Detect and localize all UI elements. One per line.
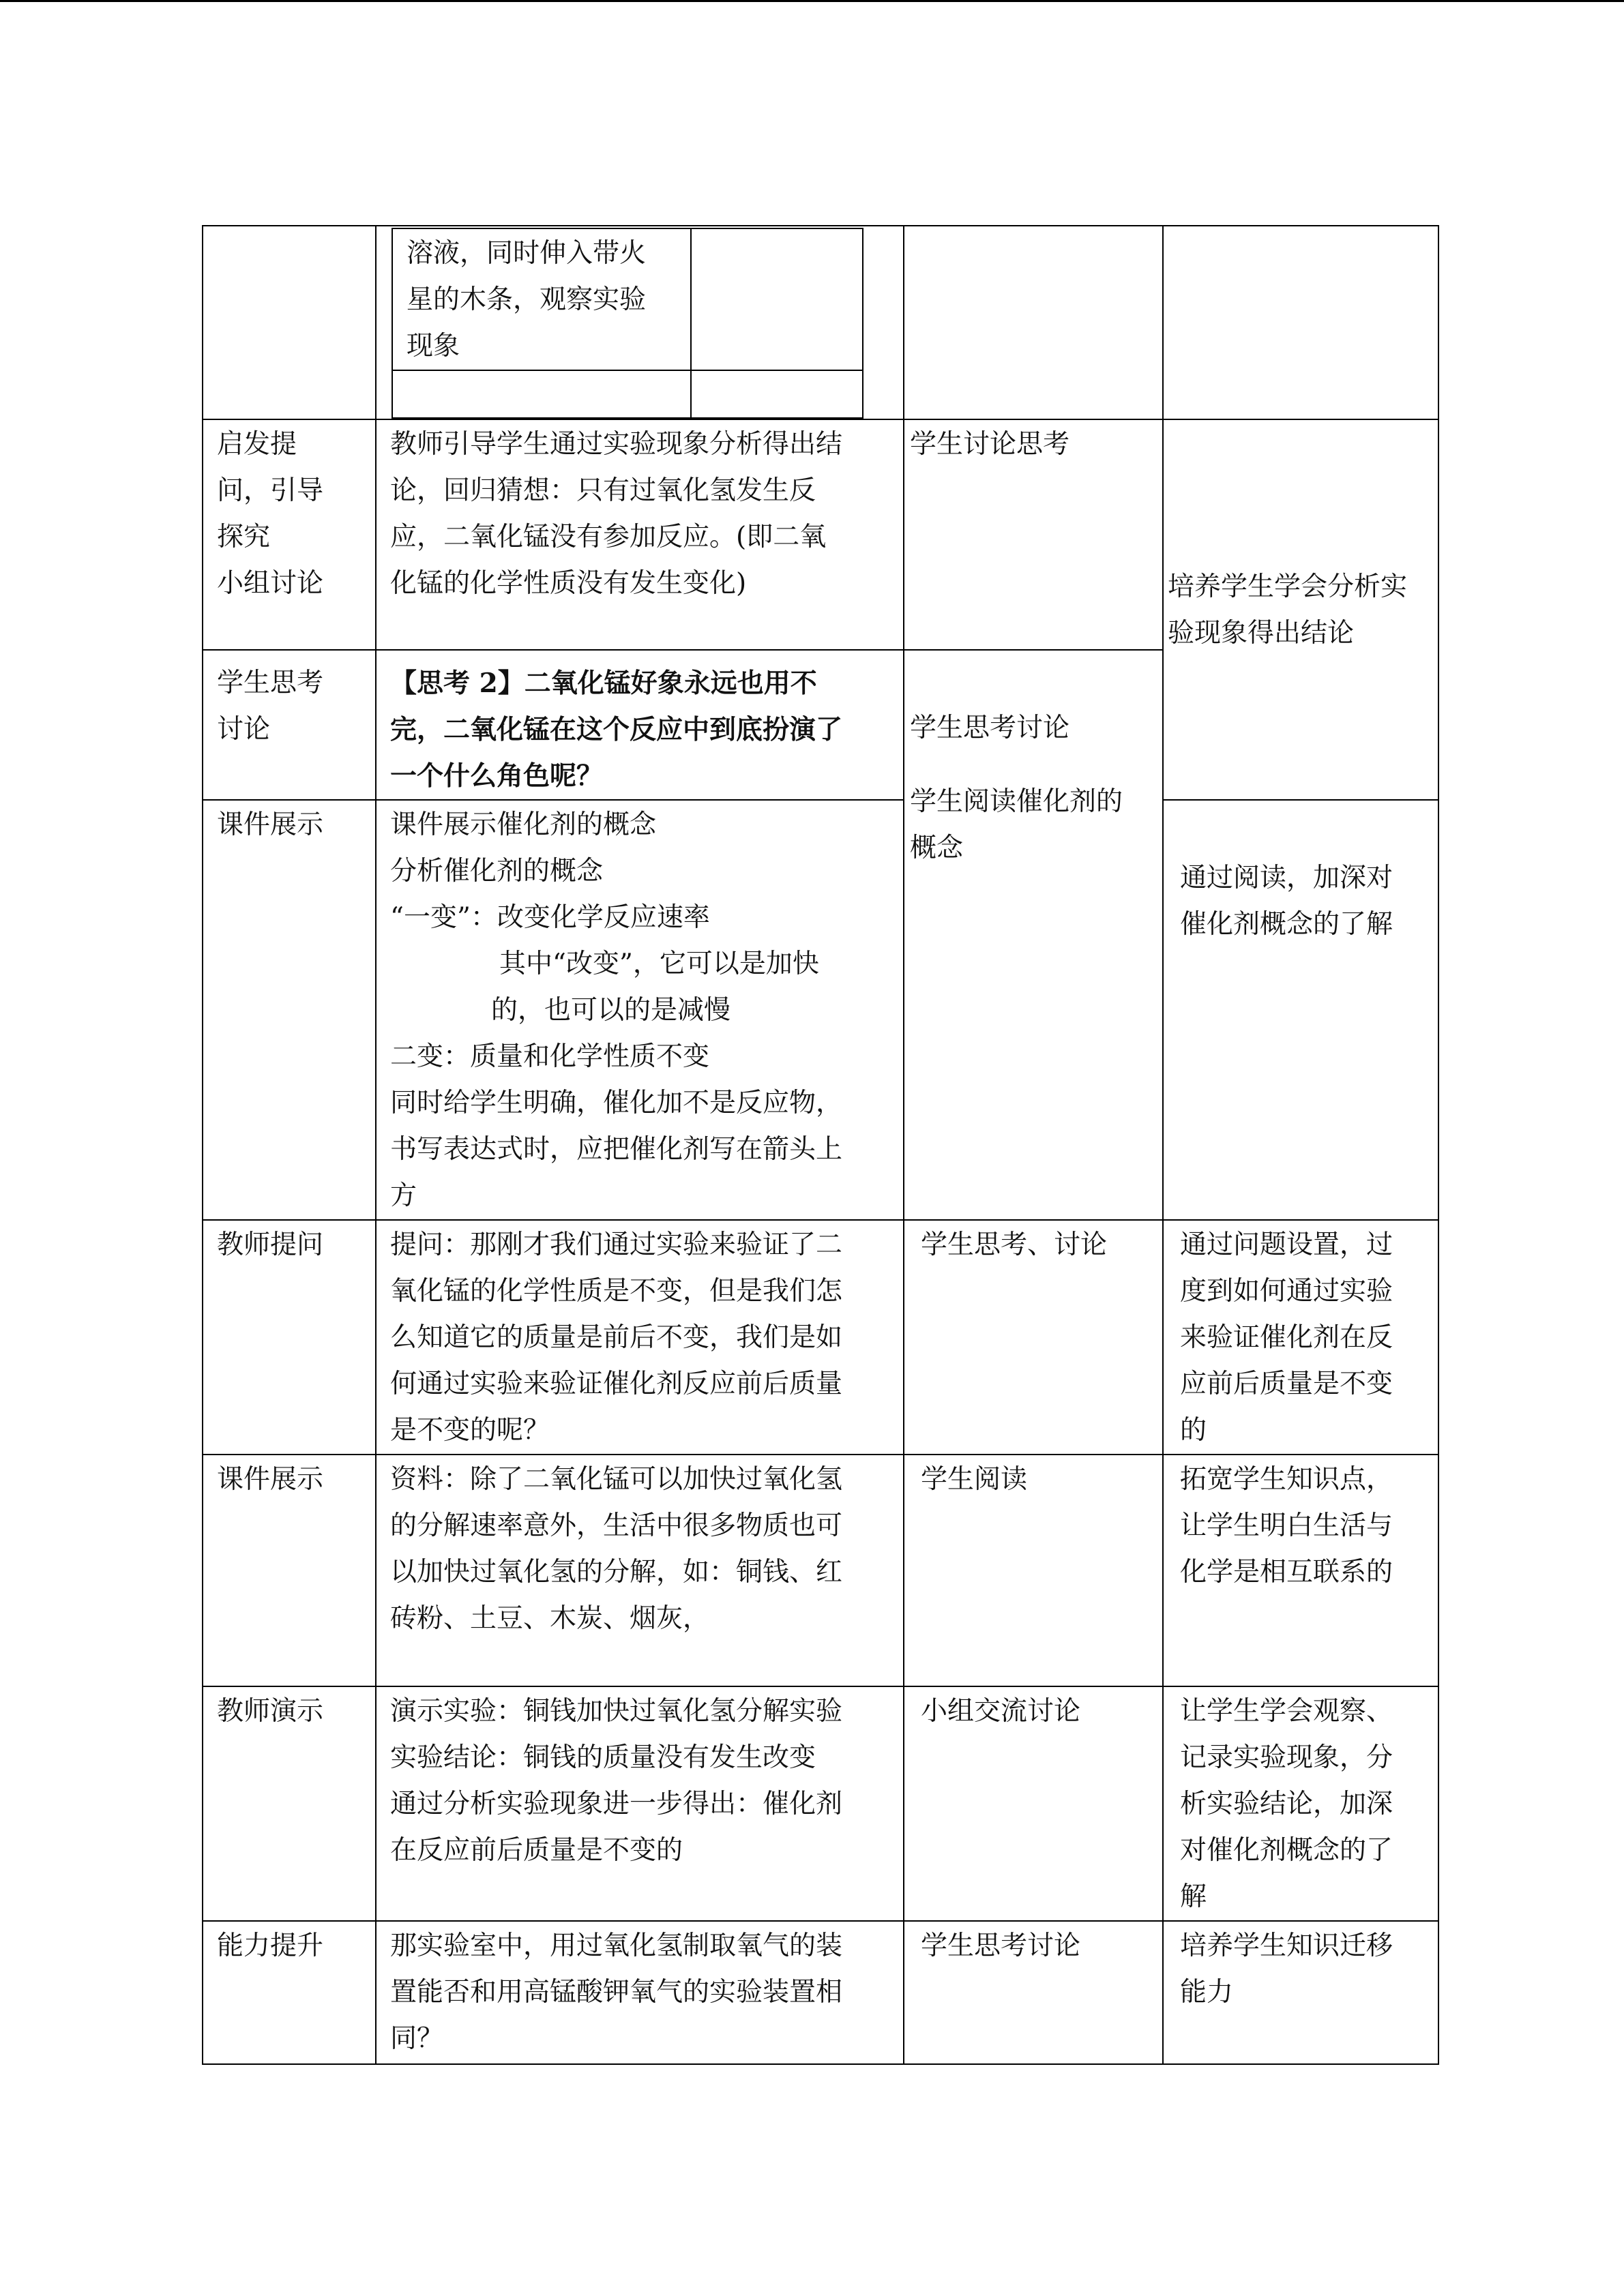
student-activity-line: 学生阅读催化剂的 <box>910 786 1123 817</box>
design-intent-line: 催化剂概念的了解 <box>1180 909 1393 940</box>
teacher-activity-line: 方 <box>390 1180 417 1211</box>
teacher-activity-line: 砖粉、土豆、木炭、烟灰， <box>390 1603 710 1634</box>
stage-label: 启发提 <box>217 429 297 460</box>
experiment-blank-cell <box>691 370 863 418</box>
design-intent-line: 让学生学会观察、 <box>1180 1696 1393 1727</box>
stage-label: 问，引导 <box>217 475 324 506</box>
student-activity-line: 学生阅读 <box>921 1464 1028 1495</box>
row6-col3 <box>904 1686 1163 1921</box>
design-intent-line: 拓宽学生知识点， <box>1180 1464 1393 1495</box>
experiment-step-line: 现象 <box>407 331 460 361</box>
teacher-activity-line: 化锰的化学性质没有发生变化) <box>390 568 747 599</box>
experiment-step-line: 溶液，同时伸入带火 <box>407 238 647 269</box>
table-row <box>203 226 1438 419</box>
row6-col2 <box>376 1686 904 1921</box>
teacher-activity-line: 的，也可以的是减慢 <box>491 995 731 1026</box>
row7-col4 <box>1163 1921 1438 2064</box>
row4-col4 <box>1163 1220 1438 1455</box>
think-question-line: 【思考 2】二氧化锰好象永远也用不 <box>390 668 817 699</box>
design-intent-line: 记录实验现象，分 <box>1180 1742 1393 1773</box>
row7-col2 <box>376 1921 904 2064</box>
teacher-activity-line: 论，回归猜想：只有过氧化氢发生反 <box>390 475 816 506</box>
stage-label: 教师演示 <box>217 1696 324 1727</box>
table-row <box>203 800 1438 1220</box>
row4-col3 <box>904 1220 1163 1455</box>
student-activity-line: 学生思考讨论 <box>910 713 1070 743</box>
student-activity-line: 概念 <box>910 833 964 863</box>
teacher-activity-line: 提问：那刚才我们通过实验来验证了二 <box>390 1229 843 1260</box>
page-top-border <box>0 0 1624 2</box>
stage-label: 课件展示 <box>217 809 324 840</box>
lesson-plan-table <box>202 225 1439 2065</box>
design-intent-line: 度到如何通过实验 <box>1180 1276 1393 1307</box>
stage-label: 课件展示 <box>217 1464 324 1495</box>
spacer <box>910 751 1157 779</box>
teacher-activity-line: 其中“改变”，它可以是加快 <box>499 949 819 979</box>
row1-col3 <box>904 419 1163 650</box>
student-activity-line: 学生思考讨论 <box>921 1930 1081 1961</box>
teacher-activity-line: 在反应前后质量是不变的 <box>390 1835 683 1866</box>
table-row <box>203 1455 1438 1686</box>
row3-col4 <box>1163 800 1438 1220</box>
stage-label: 小组讨论 <box>217 568 324 599</box>
row3-col2 <box>376 800 904 1220</box>
experiment-step-cell <box>392 228 691 370</box>
row5-col2 <box>376 1455 904 1686</box>
design-intent-line: 应前后质量是不变 <box>1180 1369 1393 1399</box>
teacher-activity-line: 教师引导学生通过实验现象分析得出结 <box>390 429 843 460</box>
table-row <box>203 419 1438 650</box>
experiment-step-line: 星的木条，观察实验 <box>407 284 647 315</box>
teacher-activity-line: 的分解速率意外，生活中很多物质也可 <box>390 1510 843 1541</box>
row2-col1 <box>203 650 376 800</box>
row1-col4 <box>1163 419 1438 800</box>
design-intent-line: 来验证催化剂在反 <box>1180 1322 1393 1353</box>
teacher-activity-line: 同？ <box>390 2023 444 2054</box>
design-intent-line: 让学生明白生活与 <box>1180 1510 1393 1541</box>
row1-col2 <box>376 419 904 650</box>
stage-label: 学生思考 <box>217 668 324 698</box>
row4-col2 <box>376 1220 904 1455</box>
stage-label: 教师提问 <box>217 1229 324 1260</box>
teacher-activity-line: 是不变的呢？ <box>390 1415 550 1446</box>
experiment-subtable <box>392 228 863 419</box>
teacher-activity-line: 氧化锰的化学性质是不变，但是我们怎 <box>390 1276 843 1307</box>
design-intent-line: 培养学生学会分析实 <box>1168 571 1408 602</box>
row3-col1 <box>203 800 376 1220</box>
student-activity-line: 学生思考、讨论 <box>921 1229 1108 1260</box>
table-row <box>203 1921 1438 2064</box>
row0-col1 <box>203 226 376 419</box>
design-intent-line: 培养学生知识迁移 <box>1180 1930 1393 1961</box>
table-row <box>203 1220 1438 1455</box>
design-intent-line: 能力 <box>1180 1977 1234 2008</box>
teacher-activity-line: 置能否和用高锰酸钾氧气的实验装置相 <box>390 1977 843 2008</box>
stage-label: 能力提升 <box>217 1930 324 1961</box>
row2-col2 <box>376 650 904 800</box>
row2-col3 <box>904 650 1163 1220</box>
design-intent-line: 解 <box>1180 1881 1207 1912</box>
experiment-blank-cell <box>392 370 691 418</box>
row6-col1 <box>203 1686 376 1921</box>
row4-col1 <box>203 1220 376 1455</box>
think-question-line: 一个什么角色呢？ <box>390 760 604 792</box>
stage-label: 讨论 <box>217 714 271 745</box>
design-intent-line: 对催化剂概念的了 <box>1180 1835 1393 1866</box>
row1-col1 <box>203 419 376 650</box>
row0-col4 <box>1163 226 1438 419</box>
design-intent-line: 析实验结论，加深 <box>1180 1789 1393 1819</box>
design-intent-line: 通过阅读，加深对 <box>1180 863 1393 893</box>
row7-col1 <box>203 1921 376 2064</box>
think-question-line: 完，二氧化锰在这个反应中到底扮演了 <box>390 714 843 745</box>
table-row <box>203 1686 1438 1921</box>
teacher-activity-line: 以加快过氧化氢的分解，如：铜钱、红 <box>390 1557 843 1587</box>
teacher-activity-line: 通过分析实验现象进一步得出：催化剂 <box>390 1789 843 1819</box>
row0-col2 <box>376 226 904 419</box>
row0-col3 <box>904 226 1163 419</box>
teacher-activity-line: 演示实验：铜钱加快过氧化氢分解实验 <box>390 1696 843 1727</box>
row6-col4 <box>1163 1686 1438 1921</box>
teacher-activity-line: 那实验室中，用过氧化氢制取氧气的装 <box>390 1930 843 1961</box>
teacher-activity-line: 资料：除了二氧化锰可以加快过氧化氢 <box>390 1464 843 1495</box>
row5-col3 <box>904 1455 1163 1686</box>
teacher-activity-line: 二变：质量和化学性质不变 <box>390 1041 710 1072</box>
design-intent-line: 通过问题设置，过 <box>1180 1229 1393 1260</box>
teacher-activity-line: 么知道它的质量是前后不变，我们是如 <box>390 1322 843 1353</box>
row7-col3 <box>904 1921 1163 2064</box>
teacher-activity-line: 分析催化剂的概念 <box>390 856 604 886</box>
teacher-activity-line: 应，二氧化锰没有参加反应。(即二氧 <box>390 522 827 552</box>
stage-label: 探究 <box>217 522 271 552</box>
teacher-activity-line: 何通过实验来验证催化剂反应前后质量 <box>390 1369 843 1399</box>
row5-col1 <box>203 1455 376 1686</box>
experiment-result-cell <box>691 228 863 370</box>
teacher-activity-line: 课件展示催化剂的概念 <box>390 809 657 840</box>
row5-col4 <box>1163 1455 1438 1686</box>
design-intent-line: 化学是相互联系的 <box>1180 1557 1393 1587</box>
teacher-activity-line: 同时给学生明确，催化加不是反应物， <box>390 1088 843 1118</box>
teacher-activity-line: 实验结论：铜钱的质量没有发生改变 <box>390 1742 816 1773</box>
teacher-activity-line: “一变”：改变化学反应速率 <box>390 902 710 933</box>
design-intent-line: 的 <box>1180 1415 1207 1446</box>
student-activity-line: 学生讨论思考 <box>910 429 1070 460</box>
student-activity-line: 小组交流讨论 <box>921 1696 1081 1727</box>
teacher-activity-line: 书写表达式时，应把催化剂写在箭头上 <box>390 1134 843 1165</box>
design-intent-line: 验现象得出结论 <box>1168 618 1355 648</box>
